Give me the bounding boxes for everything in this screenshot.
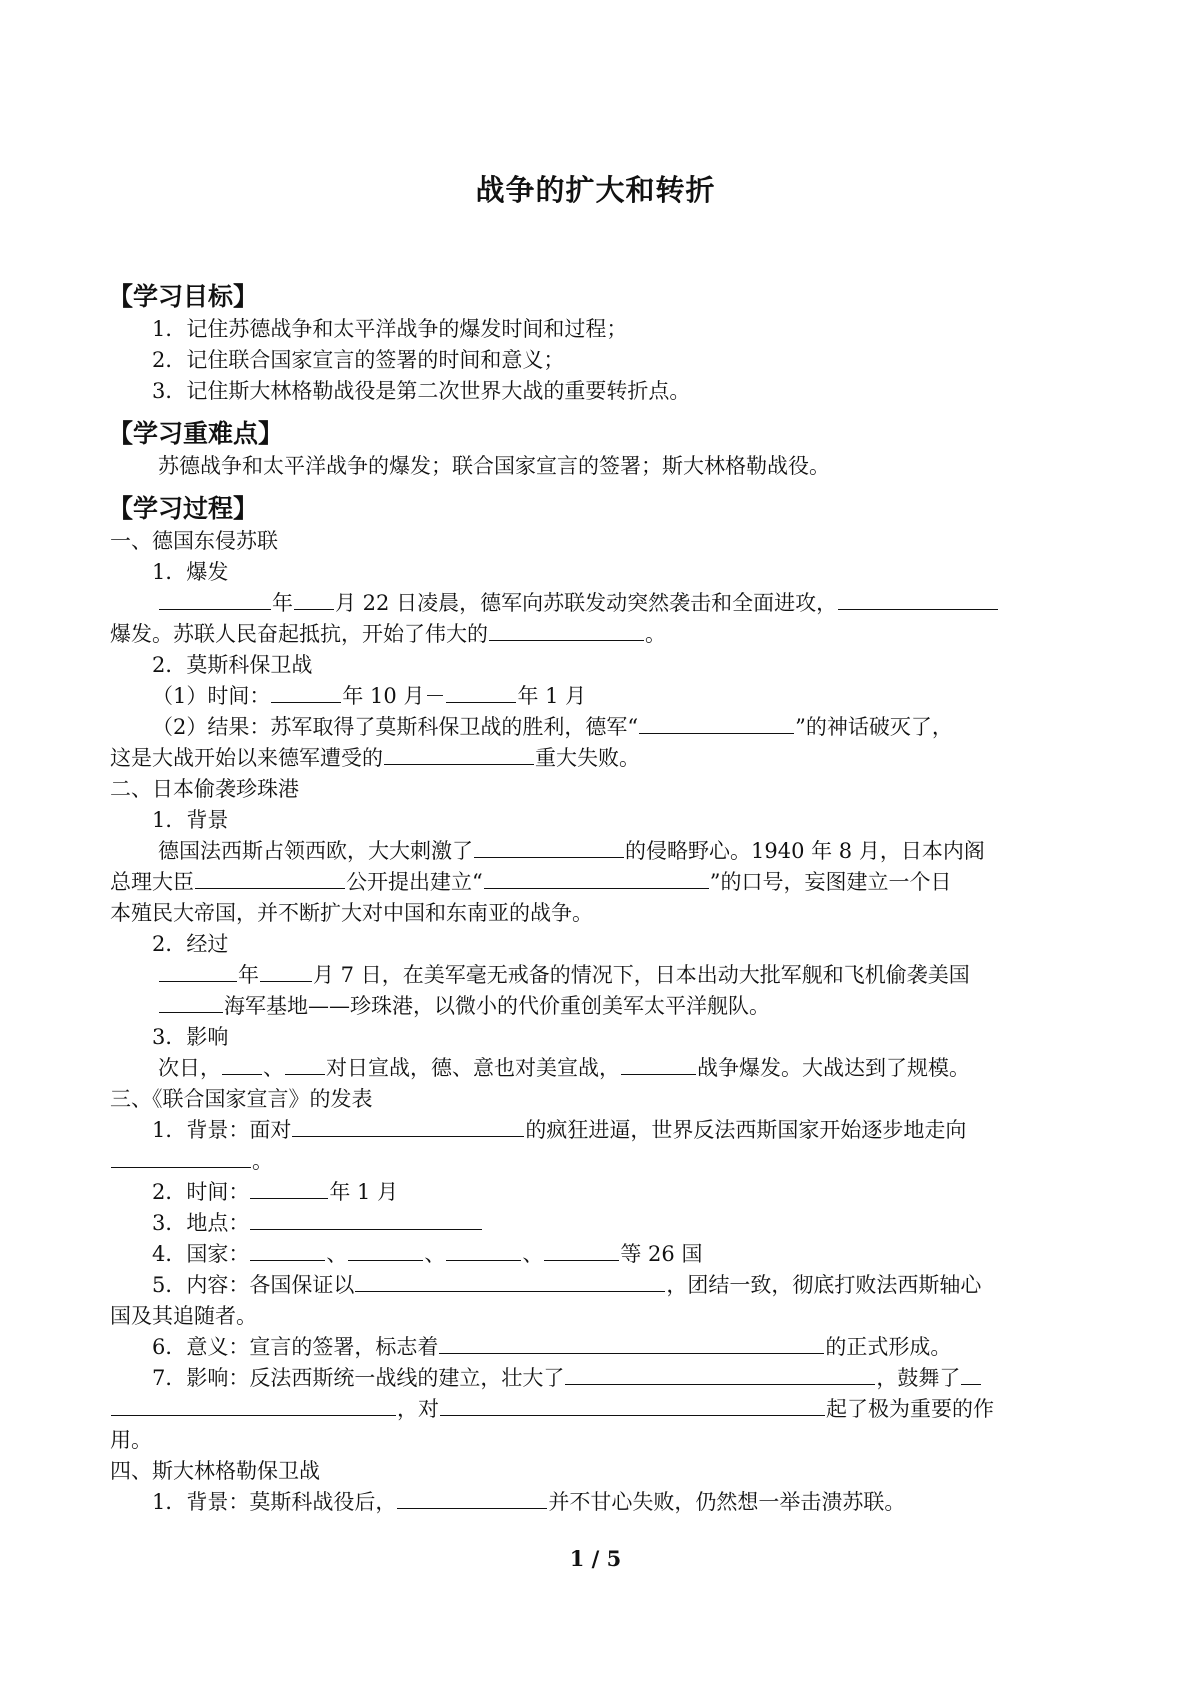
page-number: 1 / 5 bbox=[569, 1546, 622, 1571]
text-line: 国及其追随者。 bbox=[110, 1304, 257, 1328]
fill-line: 1．背景：莫斯科战役后， 并不甘心失败，仍然想一举击溃苏联。 bbox=[152, 1490, 906, 1514]
subsection-title: 1．爆发 bbox=[152, 560, 229, 584]
answer-blank[interactable] bbox=[292, 1116, 524, 1137]
answer-blank[interactable] bbox=[355, 1271, 665, 1292]
answer-blank[interactable] bbox=[195, 868, 345, 889]
fill-line: 。 bbox=[110, 1146, 1095, 1177]
answer-blank[interactable] bbox=[474, 837, 624, 858]
answer-blank[interactable] bbox=[544, 1240, 619, 1261]
answer-blank[interactable] bbox=[250, 1178, 328, 1199]
answer-blank[interactable] bbox=[222, 1054, 262, 1075]
answer-blank[interactable] bbox=[446, 682, 516, 703]
fill-line: 7．影响：反法西斯统一战线的建立，壮大了 ，鼓舞了 bbox=[110, 1363, 1095, 1394]
fill-line: （1）时间： 年 10 月－ 年 1 月 bbox=[152, 684, 587, 708]
fill-line: 年 月 7 日，在美军毫无戒备的情况下，日本出动大批军舰和飞机偷袭美国 bbox=[110, 960, 1095, 991]
fill-line: 德国法西斯占领西欧，大大刺激了 的侵略野心。1940 年 8 月，日本内阁 bbox=[158, 839, 985, 863]
fill-line: 6．意义：宣言的签署，标志着 的正式形成。 bbox=[152, 1335, 952, 1359]
answer-blank[interactable] bbox=[159, 961, 237, 982]
answer-blank[interactable] bbox=[961, 1364, 981, 1385]
objective-item: 2．记住联合国家宣言的签署的时间和意义； bbox=[152, 348, 565, 372]
fill-line: 这是大战开始以来德军遭受的 重大失败。 bbox=[110, 746, 640, 770]
fill-line: 次日， 、 对日宣战，德、意也对美宣战， 战争爆发。大战达到了规模。 bbox=[158, 1056, 970, 1080]
answer-blank[interactable] bbox=[489, 620, 644, 641]
fill-line: （2）结果：苏军取得了莫斯科保卫战的胜利，德军“ ”的神话破灭了， bbox=[152, 715, 953, 739]
page-title: 战争的扩大和转折 bbox=[475, 173, 716, 207]
answer-blank[interactable] bbox=[285, 1054, 325, 1075]
fill-line: 3．地点： bbox=[110, 1208, 1095, 1239]
text-line: 用。 bbox=[110, 1428, 152, 1452]
fill-line: 爆发。苏联人民奋起抵抗，开始了伟大的 。 bbox=[110, 622, 666, 646]
text-line: 本殖民大帝国，并不断扩大对中国和东南亚的战争。 bbox=[110, 901, 593, 925]
fill-line: 2．时间： 年 1 月 bbox=[152, 1180, 399, 1204]
fill-line: 5．内容：各国保证以 ，团结一致，彻底打败法西斯轴心 bbox=[152, 1273, 982, 1297]
answer-blank[interactable] bbox=[250, 1240, 325, 1261]
document-body bbox=[110, 280, 1095, 1518]
answer-blank[interactable] bbox=[111, 1147, 251, 1168]
section-title: 一、德国东侵苏联 bbox=[110, 529, 278, 553]
answer-blank[interactable] bbox=[446, 1240, 521, 1261]
answer-blank[interactable] bbox=[484, 868, 709, 889]
objectives-heading: 【学习目标】 bbox=[108, 282, 259, 311]
section-title: 三、《联合国家宣言》的发表 bbox=[110, 1087, 373, 1111]
objective-item: 3．记住斯大林格勒战役是第二次世界大战的重要转折点。 bbox=[152, 379, 691, 403]
subsection-title: 1．背景 bbox=[152, 808, 229, 832]
answer-blank[interactable] bbox=[271, 682, 341, 703]
subsection-title: 3．影响 bbox=[152, 1025, 229, 1049]
fill-line: 海军基地——珍珠港，以微小的代价重创美军太平洋舰队。 bbox=[110, 991, 1095, 1022]
fill-line: 总理大臣 公开提出建立“ ”的口号，妄图建立一个日 bbox=[110, 870, 952, 894]
answer-blank[interactable] bbox=[348, 1240, 423, 1261]
answer-blank[interactable] bbox=[384, 744, 534, 765]
answer-blank[interactable] bbox=[639, 713, 794, 734]
answer-blank[interactable] bbox=[440, 1395, 825, 1416]
answer-blank[interactable] bbox=[159, 589, 271, 610]
answer-blank[interactable] bbox=[439, 1333, 824, 1354]
answer-blank[interactable] bbox=[838, 589, 998, 610]
answer-blank[interactable] bbox=[159, 992, 223, 1013]
fill-line: 年 月 22 日凌晨，德军向苏联发动突然袭击和全面进攻， bbox=[110, 588, 1095, 619]
fill-line: 4．国家： 、 、 、 等 26 国 bbox=[152, 1242, 703, 1266]
answer-blank[interactable] bbox=[397, 1488, 547, 1509]
answer-blank[interactable] bbox=[250, 1209, 482, 1230]
answer-blank[interactable] bbox=[621, 1054, 696, 1075]
subsection-title: 2．莫斯科保卫战 bbox=[152, 653, 313, 677]
fill-line: 1．背景：面对 的疯狂进逼，世界反法西斯国家开始逐步地走向 bbox=[152, 1118, 967, 1142]
answer-blank[interactable] bbox=[565, 1364, 875, 1385]
section-title: 四、斯大林格勒保卫战 bbox=[110, 1459, 320, 1483]
fill-line: ，对 起了极为重要的作 bbox=[110, 1394, 1095, 1425]
keypoints-heading: 【学习重难点】 bbox=[108, 419, 284, 448]
process-heading: 【学习过程】 bbox=[108, 494, 259, 523]
answer-blank[interactable] bbox=[294, 589, 334, 610]
answer-blank[interactable] bbox=[111, 1395, 396, 1416]
section-title: 二、日本偷袭珍珠港 bbox=[110, 777, 299, 801]
keypoints-text: 苏德战争和太平洋战争的爆发；联合国家宣言的签署；斯大林格勒战役。 bbox=[158, 454, 830, 478]
objective-item: 1．记住苏德战争和太平洋战争的爆发时间和过程； bbox=[152, 317, 628, 341]
answer-blank[interactable] bbox=[260, 961, 312, 982]
subsection-title: 2．经过 bbox=[152, 932, 229, 956]
